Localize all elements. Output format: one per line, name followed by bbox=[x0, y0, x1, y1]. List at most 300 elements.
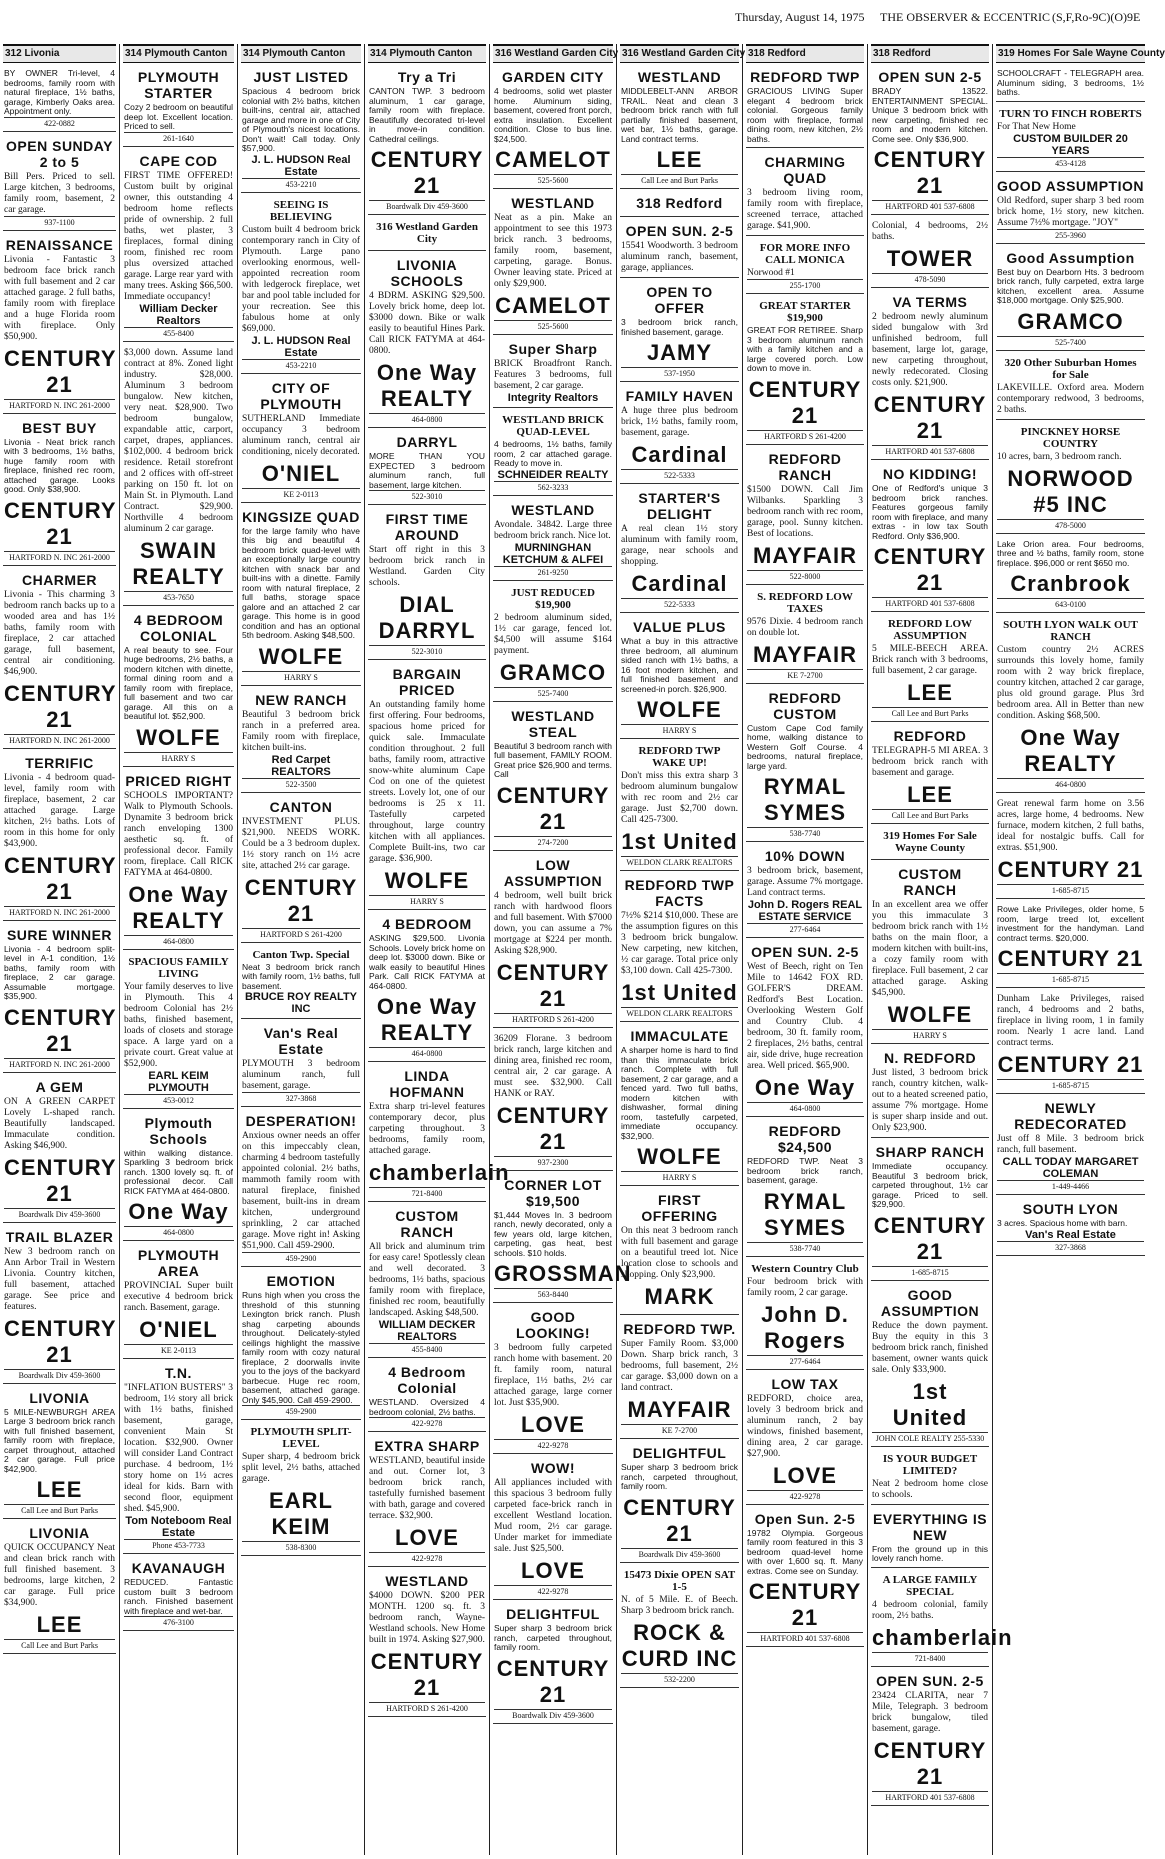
classified-ad bbox=[368, 913, 486, 1062]
ad-phone: 453-2210 bbox=[242, 178, 360, 189]
ad-brand: JAMY bbox=[646, 340, 713, 365]
classified-ad bbox=[493, 499, 613, 581]
ad-phone: 478-5090 bbox=[872, 273, 988, 284]
ad-phone: 522-5333 bbox=[621, 598, 738, 609]
ad-brand: 1st United bbox=[621, 980, 738, 1005]
masthead bbox=[0, 4, 1148, 26]
classified-ad bbox=[746, 687, 864, 843]
classified-column bbox=[993, 44, 1165, 1855]
ad-brand: CUSTOM BUILDER 20 YEARS bbox=[1013, 132, 1128, 157]
ad-brand: EARL KEIM PLYMOUTH bbox=[148, 1069, 209, 1094]
ad-body: Colonial, 4 bedrooms, 2½ baths. bbox=[872, 221, 988, 242]
classified-ad bbox=[123, 770, 234, 950]
ad-brand: SCHNEIDER REALTY bbox=[497, 468, 609, 481]
ad-title: REDFORD RANCH bbox=[768, 450, 842, 483]
ad-phone: HARTFORD 401 537-6808 bbox=[872, 200, 988, 211]
ad-title: Good Assumption bbox=[1006, 249, 1135, 266]
ad-title: PINCKNEY HORSE COUNTRY bbox=[1020, 425, 1121, 450]
ad-title: SHARP RANCH bbox=[875, 1144, 985, 1160]
ad-body: Lake Orion area. Four bedrooms, three and ½ baths, family room, stone fireplace. $96,000 or rent $650 mo. bbox=[997, 538, 1144, 568]
ad-brand: J. L. HUDSON Real Estate bbox=[251, 153, 351, 178]
classified-ad bbox=[620, 1442, 739, 1563]
ad-body: BY OWNER Tri-level, 4 bedrooms, family room with natural fireplace, 1½ baths, garage, Kimberly Oaks area. Appointment only. bbox=[4, 68, 115, 116]
ad-title: 318 Redford bbox=[636, 195, 723, 211]
ad-body: REDFORD TWP. Neat 3 bedroom brick ranch, basement, garage. bbox=[747, 1156, 863, 1185]
ad-brand: Integrity Realtors bbox=[507, 392, 599, 404]
ad-title: REDFORD $24,500 bbox=[768, 1123, 842, 1155]
ad-body: WESTLAND, beautiful inside and out. Corner lot, 3 bedroom brick ranch, tastefully furnished basement with bath, garage and covered terrace. $32,900. bbox=[369, 1456, 485, 1521]
ad-body: Super sharp, 4 bedroom brick split level, 2½ baths, attached garage. bbox=[242, 1452, 360, 1484]
ad-body: SCHOOLCRAFT - TELEGRAPH area. Aluminum siding, 3 bedrooms, 1½ baths. bbox=[997, 68, 1144, 97]
classified-ad bbox=[493, 338, 613, 408]
classified-ad bbox=[996, 247, 1145, 351]
ad-brand: LEE bbox=[656, 147, 703, 172]
ad-brand: CENTURY 21 bbox=[370, 147, 484, 198]
ad-phone: 721-8400 bbox=[369, 1187, 485, 1198]
ad-title: WESTLAND STEAL bbox=[511, 707, 595, 740]
classified-ad bbox=[241, 1423, 361, 1556]
ad-body: Norwood #1 bbox=[747, 268, 795, 278]
ad-body: 2 bedroom aluminum sided, 1½ car garage, fenced lot. $4,500 will assume $164 payment. bbox=[494, 612, 612, 656]
ad-title: VALUE PLUS bbox=[633, 619, 726, 635]
classified-column bbox=[238, 44, 365, 1855]
ad-title: OPEN SUN 2-5 bbox=[878, 69, 982, 85]
ad-title: SOUTH LYON WALK OUT RANCH bbox=[1003, 619, 1138, 643]
ad-brand: CENTURY 21 bbox=[997, 946, 1144, 971]
ad-brand: John D. Rogers REAL ESTATE SERVICE bbox=[747, 899, 863, 923]
ad-phone: 538-7740 bbox=[747, 1242, 863, 1253]
ad-brand: 1st United bbox=[892, 1378, 968, 1430]
ad-brand: DIAL DARRYL bbox=[378, 592, 476, 643]
ad-body: Livonia - 4 bedroom split-level in A-1 condition, 1½ baths, family room with fireplace, 2 car garage. Assumable mortgage. $35,900. bbox=[4, 943, 115, 1001]
classified-ad bbox=[871, 463, 989, 612]
ad-phone: 277-6464 bbox=[747, 1355, 863, 1366]
classified-column bbox=[743, 44, 868, 1855]
ad-brand: LEE bbox=[907, 782, 953, 807]
ad-body: Dunham Lake Privileges, raised ranch, 4 bedrooms and 2 baths, fireplace in living room, 1 in family room. Nearly 1 acre land. Land contract terms. bbox=[997, 994, 1144, 1048]
ad-phone: 327-3868 bbox=[242, 1092, 360, 1103]
classified-ad bbox=[620, 192, 739, 217]
classified-ad bbox=[746, 297, 864, 445]
ad-brand: WOLFE bbox=[258, 643, 344, 669]
ad-brand: Cardinal bbox=[631, 571, 728, 596]
ad-title: SURE WINNER bbox=[6, 926, 113, 943]
classified-ad bbox=[493, 584, 613, 702]
ad-phone: Boardwalk Div 459-3600 bbox=[494, 1709, 612, 1720]
ad-phone: Phone 453-7733 bbox=[124, 1539, 233, 1550]
ad-body: Cozy 2 bedroom on beautiful deep lot. Excellent location. Priced to sell. bbox=[124, 102, 233, 131]
ad-phone: HARTFORD 401 537-6808 bbox=[872, 1791, 988, 1802]
ad-phone: HARTFORD S 261-4200 bbox=[494, 1013, 612, 1024]
issue-date: Thursday, August 14, 1975 bbox=[735, 10, 865, 24]
ad-brand: Van's Real Estate bbox=[1025, 1228, 1116, 1241]
ad-title: RENAISSANCE bbox=[5, 236, 114, 253]
classified-ad bbox=[493, 1031, 613, 1171]
classified-ad bbox=[123, 1557, 234, 1631]
ad-body: 4 bedrooms, 1½ baths, family room, 2 car attached garage. Ready to move in. bbox=[494, 439, 612, 468]
ad-phone: 562-3233 bbox=[494, 481, 612, 492]
ad-body: 10 acres, barn, 3 bedroom ranch. bbox=[997, 451, 1122, 462]
ad-body: Just listed, 3 bedroom brick ranch, country kitchen, walk-out to a heated screened patio, assume 7% mortgage. Home is super sharp inside and out. Only $23,900. bbox=[872, 1068, 988, 1133]
classified-ad bbox=[241, 689, 361, 793]
ad-title: IS YOUR BUDGET LIMITED? bbox=[882, 1452, 978, 1477]
ad-brand: CENTURY 21 bbox=[873, 1212, 987, 1264]
ad-title: BEST BUY bbox=[22, 419, 97, 436]
ad-title: Canton Twp. Special bbox=[252, 948, 350, 961]
ad-phone: 422-0882 bbox=[4, 117, 115, 128]
ad-title: KAVANAUGH bbox=[131, 1560, 226, 1576]
ad-body: What a buy in this attractive three bedroom, all aluminum sided ranch with 1½ baths, a 16 foot modern kitchen, and full finished basement and screened-in porch. $26,900. bbox=[621, 636, 738, 694]
classified-ad bbox=[241, 506, 361, 686]
classified-ad bbox=[241, 1022, 361, 1107]
ad-title: REDFORD bbox=[893, 728, 967, 744]
ad-title: FOR MORE INFO CALL MONICA bbox=[759, 242, 851, 266]
ad-body: Custom Cape Cod family home, walking distance to Western Golf Course. 4 bedrooms, natural fireplace, large yard. bbox=[747, 722, 863, 771]
classified-ad bbox=[3, 752, 116, 921]
ad-body: 19782 Olympia. Gorgeous family room featured in this 3 bedroom quad-level home with over 1,600 sq. ft. Many extras. Come see on Sunday. bbox=[747, 1527, 863, 1576]
ad-phone: HARRY S bbox=[621, 1171, 738, 1182]
classified-ad bbox=[871, 1450, 989, 1505]
ad-brand: One Way REALTY bbox=[128, 881, 229, 933]
ad-brand: CENTURY 21 bbox=[873, 392, 987, 443]
ad-phone: 422-9278 bbox=[494, 1439, 612, 1450]
ad-phone: 1-449-4466 bbox=[997, 1180, 1144, 1191]
ad-title: PLYMOUTH AREA bbox=[137, 1247, 220, 1279]
ad-body: 4 bedrooms, solid wet plaster home. Aluminum siding, basement, covered front porch, extra insulation. Excellent condition. Close to bus line. $24,500. bbox=[494, 86, 612, 144]
ad-title: Open Sun. 2-5 bbox=[754, 1510, 856, 1527]
ad-brand: CENTURY 21 bbox=[4, 680, 117, 732]
ad-title: CHARMING QUAD bbox=[764, 154, 846, 186]
ad-brand: Cranbrook bbox=[1010, 571, 1131, 596]
ad-phone: 721-8400 bbox=[872, 1652, 988, 1663]
ad-body: A real beauty to see. Four huge bedrooms, 2½ baths, a modern kitchen with dinette, formal dining room and a family room with fireplace, full basement and two car garage. All this on a beautiful lot. $52,900. bbox=[124, 644, 233, 721]
ad-phone: 464-0800 bbox=[997, 778, 1144, 789]
ad-phone: 459-2900 bbox=[242, 1252, 360, 1263]
ad-body: "INFLATION BUSTERS" 3 bedroom, 1½ story all brick with 1½ baths, finished basement, garage, convenient Main St location. $32,900. Owner will consider Land Contract purchase. 4 bedroom, 1½ story home on 1½ acres ideal for kids. Barn with second floor, equipment shed. $45,900. bbox=[124, 1383, 233, 1514]
ad-phone: 522-5333 bbox=[621, 469, 738, 480]
ad-body: REDFORD, choice area, lovely 3 bedroom brick and aluminum ranch, 2 bay windows, finished basement, dining area, 2 car garage. $27,900. bbox=[747, 1393, 863, 1459]
ad-title: N. REDFORD bbox=[883, 1050, 977, 1066]
ad-phone: 538-8300 bbox=[242, 1541, 360, 1552]
ad-title: GARDEN CITY bbox=[502, 69, 604, 85]
ad-brand: WOLFE bbox=[887, 1002, 973, 1027]
ad-brand: J. L. HUDSON Real Estate bbox=[251, 334, 351, 359]
ad-body: BRICK Broadfront Ranch. Features 3 bedrooms, full basement, 2 car garage. bbox=[494, 359, 612, 391]
ad-title: JUST LISTED bbox=[253, 69, 349, 85]
ad-brand: CENTURY 21 bbox=[4, 852, 117, 904]
ad-brand: Cardinal bbox=[631, 442, 728, 467]
ad-title: WESTLAND bbox=[385, 1573, 469, 1589]
ad-title: S. REDFORD LOW TAXES bbox=[757, 590, 853, 615]
ad-title: TERRIFIC bbox=[25, 754, 94, 771]
ad-body: WESTLAND. Oversized 4 bedroom colonial, 2½ baths. bbox=[369, 1397, 485, 1417]
ad-brand: GRAMCO bbox=[1017, 308, 1124, 334]
ad-title: REDFORD TWP bbox=[750, 69, 860, 85]
ad-phone: 937-1100 bbox=[4, 216, 115, 227]
ad-brand: LOVE bbox=[521, 1412, 585, 1437]
ad-title: 10% DOWN bbox=[764, 848, 846, 864]
ad-body: On this neat 3 bedroom ranch with full basement and garage on a beautiful treed lot. Nice location close to schools and shopping. Only $23,900. bbox=[621, 1226, 738, 1280]
classified-ad bbox=[746, 1260, 864, 1370]
classified-ad bbox=[3, 1522, 116, 1654]
classified-ad bbox=[996, 175, 1145, 244]
ad-brand: LEE bbox=[36, 1477, 83, 1502]
ad-body: Livonia - Neat brick ranch with 3 bedrooms, 1½ baths, huge family room with fireplace, finished rec room, attached garage. Looks good. Only $38,900. bbox=[4, 436, 115, 494]
ad-title: LINDA HOFMANN bbox=[389, 1068, 465, 1100]
ad-title: A GEM bbox=[35, 1078, 84, 1095]
ad-phone: Call Lee and Burt Parks bbox=[621, 174, 738, 185]
classified-ad bbox=[620, 281, 739, 382]
ad-body: Livonia - 4 bedroom quad-level, family room with fireplace, basement, 2 car attached garage. Large kitchen, 2½ baths. Lots of room in this home for only $43,900. bbox=[4, 772, 115, 849]
ad-brand: Tom Noteboom Real Estate bbox=[125, 1515, 232, 1539]
classified-ad bbox=[368, 431, 486, 505]
ad-brand: CENTURY 21 bbox=[4, 1154, 117, 1206]
classified-ad bbox=[123, 345, 234, 606]
ad-phone: 455-8400 bbox=[124, 327, 233, 338]
ad-body: Bill Pers. Priced to sell. Large kitchen, 3 bedrooms, family room, basement, 2 car garage. bbox=[4, 171, 115, 215]
ad-brand: John D. Rogers bbox=[761, 1301, 849, 1353]
ad-brand: CENTURY 21 bbox=[623, 1494, 736, 1546]
classified-ad bbox=[746, 151, 864, 236]
ad-body: All brick and aluminum trim for easy care! Spotlessly clean and well decorated. 3 bedrooms, 1½ baths, spacious family room with fireplace, finished rec room, beautifully landscaped. Asking $48,500. bbox=[369, 1242, 485, 1318]
classified-ad bbox=[871, 1284, 989, 1447]
ad-title: NEWLY REDECORATED bbox=[1014, 1100, 1127, 1132]
ad-phone: Call Lee and Burt Parks bbox=[872, 707, 988, 718]
ad-brand: CALL TODAY MARGARET COLEMAN bbox=[1002, 1156, 1139, 1180]
ad-phone: 274-7200 bbox=[494, 836, 612, 847]
ad-brand: LOVE bbox=[773, 1462, 837, 1488]
ad-phone: Boardwalk Div 459-3600 bbox=[4, 1208, 115, 1219]
classified-ad bbox=[368, 1205, 486, 1358]
ad-phone: HARRY S bbox=[369, 895, 485, 906]
ad-body: Livonia - This charming 3 bedroom ranch backs up to a wooded area and has 1½ baths, family room with fireplace, 2 car attached garage, full basement, central air conditioning. $46,900. bbox=[4, 589, 115, 677]
ad-phone: 532-2200 bbox=[621, 1673, 738, 1684]
classified-ad bbox=[493, 411, 613, 496]
ad-title: DESPERATION! bbox=[245, 1113, 357, 1129]
ad-body: Avondale. 34842. Large three bedroom brick ranch. Nice lot. bbox=[494, 519, 612, 541]
edition-code: (S,F,Ro-9C)(O)9E bbox=[1052, 10, 1141, 24]
ad-phone: 478-5000 bbox=[997, 519, 1144, 530]
classified-ad bbox=[3, 417, 116, 566]
ad-body: 15541 Woodworth. 3 bedroom aluminum ranch, basement, garage, appliances. bbox=[621, 241, 738, 273]
ad-body: One of Redford's unique 3 bedroom brick ranches. Features gorgeous family room with fireplace, and many extras - in low tax South Redford. Only $36,900. bbox=[872, 483, 988, 541]
ad-phone: HARTFORD S 261-4200 bbox=[369, 1702, 485, 1713]
ad-title: REDFORD TWP WAKE UP! bbox=[638, 745, 721, 769]
classified-column bbox=[617, 44, 746, 1855]
ad-body: within walking distance. Sparkling 3 bedroom brick ranch. 1300 lovely sq. ft. of professional decor. Call RICK FATYMA at 464-0800. bbox=[124, 1147, 233, 1196]
classified-ad bbox=[3, 234, 116, 414]
ad-body: 4 BDRM. ASKING $29,500. Lovely brick home, deep lot. $3000 down. Bike or walk easily to beautiful Hines Park. Call RICK FATYMA at 464-0800. bbox=[369, 291, 485, 356]
classified-ad bbox=[871, 1571, 1013, 1667]
ad-body: Great renewal farm home on 3.56 acres, large home, 4 bedrooms. New furnace, modern kitchen, 2 full baths, ideal for nostalgic buffs. Call for extras. $51,900. bbox=[997, 799, 1144, 853]
classified-ad bbox=[996, 796, 1145, 899]
ad-brand: MARK bbox=[644, 1284, 715, 1309]
classified-ad bbox=[3, 1226, 116, 1384]
ad-title: CAPE COD bbox=[139, 152, 218, 169]
ad-body: An outstanding family home first offering. Four bedrooms, spacious home priced for quick sale. Immaculate condition throughout. 2 full baths, family room, attractive snow-white aluminum Cape Cod on one of the quietest streets. Lovely lot, one of our bedrooms is 25 x 11. Tastefully carpeted throughout, large country kitchen with all appliances. Complete Built-ins, two car garage. $36,900. bbox=[369, 700, 485, 864]
ad-title: SPACIOUS FAMILY LIVING bbox=[128, 955, 229, 980]
ad-title: CORNER LOT $19,500 bbox=[504, 1176, 602, 1209]
ad-title: DELIGHTFUL bbox=[632, 1445, 727, 1461]
ad-brand: chamberlain bbox=[369, 1160, 510, 1185]
ad-body: $3,000 down. Assume land contract at 8%. Zoned light industry. $28,000. Aluminum 3 bedroom bungalow. New kitchen, very neat. $28,900. Two bedroom bungalow, expandable attic, carport, carpet, drapes, appliances. $102,000. 4 bedroom brick residence. Retail storefront and 2 offices with off-street parking on 150 ft. lot on Main St. in Plymouth. Land Contract. $29,900. Northville 4 bedroom aluminum 2 car garage. bbox=[124, 347, 233, 534]
ad-body: SUTHERLAND Immediate occupancy 3 bedroom aluminum ranch, central air conditioning, nicely decorated. bbox=[242, 413, 360, 457]
ad-brand: BRUCE ROY REALTY INC bbox=[244, 991, 358, 1015]
classified-ad bbox=[620, 220, 739, 278]
ad-brand: CENTURY 21 bbox=[4, 1004, 117, 1056]
classified-ad bbox=[746, 941, 864, 1117]
ad-title: WESTLAND bbox=[637, 69, 722, 85]
ad-brand: WOLFE bbox=[136, 724, 221, 750]
ad-title: GOOD ASSUMPTION bbox=[997, 177, 1144, 194]
ad-phone: 459-2900 bbox=[242, 1405, 360, 1416]
ad-body: Anxious owner needs an offer on this impeccably clean, charming 4 bedroom tastefully appointed colonial. 2½ baths, mammoth family room with natural fireplace, finished basement, built-ins in dream kitchen, underground sprinkling, 2 car attached garage. Move right in! Asking $51,900. Call 459-2900. bbox=[242, 1131, 360, 1251]
classified-ad bbox=[620, 616, 739, 739]
classified-ad bbox=[996, 1097, 1145, 1195]
classified-ad bbox=[996, 1198, 1145, 1256]
ad-body: A huge three plus bedroom brick, 1½ baths, family room, basement, garage. bbox=[621, 406, 738, 438]
ad-body: GRACIOUS LIVING Super elegant 4 bedroom brick colonial. Gorgeous family room with fireplace, formal dining room, new kitchen, 2½ baths. bbox=[747, 86, 863, 144]
ad-phone: 453-2210 bbox=[242, 359, 360, 370]
ad-title: Try a Tri bbox=[397, 69, 457, 85]
ad-title: TURN TO FINCH ROBERTS bbox=[999, 107, 1142, 120]
ad-body: All appliances included with this spacious 3 bedroom fully carpeted face-brick ranch in excellent Westland location. Mud room, 2½ car garage. Under market for immediate sale. Just $25,500. bbox=[494, 1478, 612, 1554]
ad-brand: LOVE bbox=[395, 1525, 459, 1550]
ad-title: FIRST OFFERING bbox=[641, 1192, 718, 1224]
classified-ad bbox=[620, 742, 739, 871]
ad-body: Custom country 2½ ACRES surrounds this lovely home, family room with 2 way brick fireplace, country kitchen, attached 2 car garage, plus old ground garage. Plus 3rd bedroom area. All in Better than new condition. Asking $68,500. bbox=[997, 645, 1144, 721]
classified-ad bbox=[996, 105, 1145, 172]
ad-body: Spacious 4 bedroom brick colonial with 2½ baths, kitchen built-ins, central air, attached garage and more in one of City of Plymouth's nicest locations. Don't wait! Call today. Only $57,900. bbox=[242, 86, 360, 153]
ad-brand: O'NIEL bbox=[139, 1317, 218, 1342]
ad-phone: 1-685-8715 bbox=[997, 973, 1144, 984]
classified-ad bbox=[620, 1189, 739, 1315]
ad-body: 5 MILE-NEWBURGH AREA Large 3 bedroom brick ranch with full finished basement, family room with fireplace, carpet throughout, attached 2 car garage. Full price $42,900. bbox=[4, 1406, 115, 1474]
ad-body: Super sharp 3 bedroom brick ranch, carpeted throughout, family room. bbox=[621, 1462, 738, 1491]
ad-phone: 455-8400 bbox=[369, 1343, 485, 1354]
ad-body: 9576 Dixie. 4 bedroom ranch on double lot. bbox=[747, 616, 863, 638]
classified-ad bbox=[620, 874, 739, 1022]
classified-column bbox=[868, 44, 1013, 1855]
column-heading: 316 Westland Garden City bbox=[620, 44, 739, 63]
ad-phone: 1-685-8715 bbox=[997, 1079, 1144, 1090]
ad-title: NO KIDDING! bbox=[882, 466, 978, 482]
ad-phone: WELDON CLARK REALTORS bbox=[621, 856, 738, 867]
ad-brand: CAMELOT bbox=[495, 293, 611, 318]
ad-body: for the large family who have this big and beautiful 4 bedroom brick quad-level with an exceptionally large country kitchen with snack bar and built-ins with a dinette. Family room with natural fireplace, 2 full baths, storage space galore and an attached 2 car garage. This home is in good condition and has an optional 5th bedroom. Asking $48,500. bbox=[242, 525, 360, 640]
ad-phone: 525-7400 bbox=[494, 687, 612, 698]
ad-brand: Red Carpet REALTORS bbox=[271, 753, 331, 778]
ad-brand: LEE bbox=[907, 680, 953, 705]
column-heading: 312 Livonia bbox=[3, 44, 116, 63]
ad-brand: TOWER bbox=[886, 246, 974, 271]
ad-phone: Call Lee and Burt Parks bbox=[4, 1504, 115, 1515]
ad-phone: 453-4128 bbox=[997, 157, 1144, 168]
classified-column bbox=[0, 44, 120, 1855]
column-heading: 318 Redford bbox=[871, 44, 989, 63]
ad-title: OPEN SUN. 2-5 bbox=[625, 223, 734, 239]
ad-phone: HARTFORD N. INC 261-2000 bbox=[4, 1058, 115, 1069]
ad-title: GOOD ASSUMPTION bbox=[880, 1286, 980, 1319]
ad-brand: CENTURY 21 bbox=[496, 1102, 610, 1154]
ad-phone: 261-1640 bbox=[124, 132, 233, 143]
ad-body: ASKING $29,500. Livonia Schools. Lovely brick home on deep lot. $3000 down. Bike or walk easily to beautiful Hines Park. Call RICK FATYMA at 464-0800. bbox=[369, 933, 485, 991]
classified-ad bbox=[493, 66, 613, 189]
ad-title: 316 Westland Garden City bbox=[376, 221, 478, 245]
classified-ad bbox=[871, 218, 989, 288]
ad-brand: One Way REALTY bbox=[376, 994, 478, 1045]
ad-brand: CENTURY 21 bbox=[748, 1579, 862, 1630]
ad-phone: 453-0012 bbox=[124, 1094, 233, 1105]
ad-body: Your family deserves to live in Plymouth. This 4 bedroom Colonial has 2½ baths, finished basement, loads of closets and storage space. A large yard on a private court. Great value at $52,900. bbox=[124, 981, 233, 1069]
ad-title: EXTRA SHARP bbox=[374, 1438, 480, 1454]
ad-title: Super Sharp bbox=[508, 341, 598, 357]
ad-body: Runs high when you cross the threshold of this stunning Lexington brick ranch. Plush shag carpeting abounds throughout. Delicately-styled ceilings highlight the massive family room with cozy natural fireplace, 2 doorwalls invite you to the joys of the backyard barbecue. Huge rec room, basement, attached garage. Only $45,900. Call 459-2900. bbox=[242, 1290, 360, 1405]
ad-body: Start off right in this 3 bedroom brick ranch in Westland. Garden City schools. bbox=[369, 545, 485, 588]
classified-ad bbox=[746, 1120, 864, 1257]
ad-brand: CAMELOT bbox=[495, 147, 611, 172]
classified-ad bbox=[871, 1047, 989, 1138]
ad-title: Plymouth Schools bbox=[144, 1114, 213, 1147]
ad-phone: HARTFORD 401 537-6808 bbox=[747, 1632, 863, 1643]
ad-body: SCHOOLS IMPORTANT? Walk to Plymouth Schools. Dynamite 3 bedroom brick ranch enveloping 1300 aesthetic sq. ft. of professional decor. Family room, fireplace. Call RICK FATYMA at 464-0800. bbox=[124, 790, 233, 878]
ad-phone: WELDON CLARK REALTORS bbox=[621, 1007, 738, 1018]
classified-ad bbox=[996, 66, 1145, 102]
ad-brand: WOLFE bbox=[637, 697, 722, 722]
ad-body: PROVINCIAL Super built executive 4 bedroom brick ranch. Basement, garage. bbox=[124, 1281, 233, 1313]
classified-ad bbox=[746, 239, 864, 294]
ad-title: LIVONIA SCHOOLS bbox=[390, 257, 464, 289]
ad-brand: CENTURY 21 bbox=[496, 1655, 610, 1707]
ad-body: A sharper home is hard to find than this immaculate brick ranch. Complete with full basement, 2 car garage, and a fenced yard. Two full baths, modern kitchen with dishwasher, formal dining room, tastefully carpeted, immediate occupancy. $32,900. bbox=[621, 1045, 738, 1141]
ad-title: DELIGHTFUL bbox=[506, 1606, 600, 1622]
ad-body: $4000 DOWN. $200 PER MONTH. 1200 sq. ft. 3 bedroom ranch, Wayne-Westland schools. New Home built in 1974. Asking $27,900. bbox=[369, 1591, 485, 1645]
classified-column bbox=[120, 44, 238, 1855]
classified-ad bbox=[996, 354, 1145, 420]
ad-phone: 464-0800 bbox=[124, 1226, 233, 1237]
ad-phone: 261-9250 bbox=[494, 566, 612, 577]
ad-phone: 522-8000 bbox=[747, 570, 863, 581]
ad-brand: GROSSMAN bbox=[494, 1261, 632, 1286]
ad-brand: William Decker Realtors bbox=[139, 302, 218, 327]
ad-body: Super sharp 3 bedroom brick ranch, carpeted throughout, family room. bbox=[494, 1623, 612, 1652]
ad-body: Beautiful 3 bedroom ranch with full basement, FAMILY ROOM. Great price $26,900 and terms. Call bbox=[494, 740, 612, 779]
ad-phone: HARRY S bbox=[872, 1029, 988, 1040]
ad-title: OPEN SUN. 2-5 bbox=[876, 1672, 984, 1689]
ad-body: GREAT FOR RETIREE. Sharp 3 bedroom aluminum ranch with a family kitchen and a large covered porch. Low down to move in. bbox=[747, 325, 863, 373]
ad-phone: 563-8440 bbox=[494, 1288, 612, 1299]
ad-phone: 525-5600 bbox=[494, 174, 612, 185]
ad-phone: HARRY S bbox=[621, 724, 738, 735]
ad-title: PRICED RIGHT bbox=[125, 772, 232, 789]
classified-ad bbox=[3, 135, 116, 231]
classified-ad bbox=[241, 196, 361, 374]
classified-ad bbox=[241, 796, 361, 943]
ad-body: 2 bedroom newly aluminum sided bungalow with 3rd unfinished bedroom, full basement, large lot, garage, new carpeting throughout, newly redecorated. Closing costs only. $21,900. bbox=[872, 312, 988, 388]
ad-phone: Call Lee and Burt Parks bbox=[872, 809, 988, 820]
classified-ad bbox=[996, 423, 1145, 534]
ad-body: MIDDLEBELT-ANN ARBOR TRAIL. Neat and clean 3 bedroom brick ranch with full partially finished basement, wet bar, 1½ baths, garage. Land contract terms. bbox=[621, 86, 738, 144]
ad-title: NEW RANCH bbox=[255, 691, 347, 708]
classified-ad bbox=[368, 254, 486, 428]
ad-title: SEEING IS BELIEVING bbox=[269, 198, 333, 223]
classified-ad bbox=[996, 616, 1145, 793]
ad-brand: O'NIEL bbox=[261, 460, 341, 486]
classified-ad bbox=[996, 902, 1145, 988]
ad-brand: CENTURY 21 bbox=[496, 782, 610, 834]
classified-ad bbox=[620, 1318, 739, 1439]
classified-ad bbox=[241, 377, 361, 503]
